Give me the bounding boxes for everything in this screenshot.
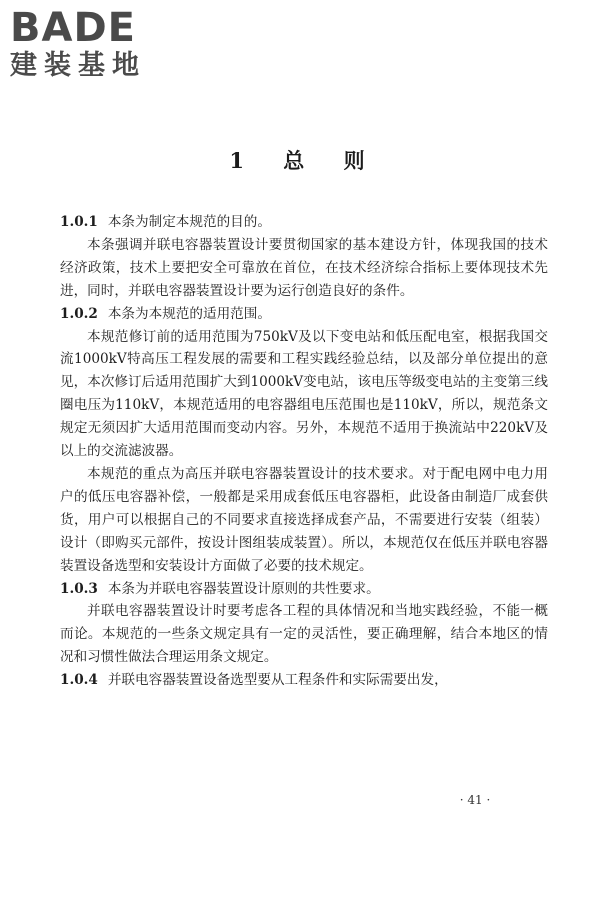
logo-tagline: 建装基地 <box>10 50 146 81</box>
clause-text: 并联电容器装置设备选型要从工程条件和实际需要出发， <box>107 672 448 689</box>
clause-number: 1.0.2 <box>60 305 98 322</box>
clause-text: 本条为本规范的适用范围。 <box>107 305 271 322</box>
clause-number: 1.0.1 <box>60 214 98 230</box>
paragraph: 本条强调并联电容器装置设计要贯彻国家的基本建设方针，体现我国的技术经济政策，技术上要把安全可靠放在首位，在技术经济综合指标上要体现技术先进，同时，并联电容器装置设计要为运行创造良好的条件。 <box>60 236 548 299</box>
document-body <box>60 211 548 692</box>
clause-1-0-1 <box>60 211 548 234</box>
clause-1-0-4 <box>60 669 548 692</box>
clause-text: 本条为并联电容器装置设计原则的共性要求。 <box>107 580 380 597</box>
paragraph: 并联电容器装置设计时要考虑各工程的具体情况和当地实践经验，不能一概而论。本规范的一些条文规定具有一定的灵活性，要正确理解，结合本地区的情况和习惯性做法合理运用条文规定。 <box>60 603 548 666</box>
clause-1-0-2 <box>60 303 548 326</box>
bade-logo <box>10 6 180 82</box>
paragraph: 本规范的重点为高压并联电容器装置设计的技术要求。对于配电网中电力用户的低压电容器补偿，一般都是采用成套低压电容器柜，此设备由制造厂成套供货，用户可以根据自己的不同要求直接选择成套产品，不需要进行安装（组装）设计（即购买元部件，按设计图组装成装置）。所以，本规范仅在低压并联电容器装置设备选型和安装设计方面做了必要的技术规定。 <box>60 465 548 574</box>
clause-number: 1.0.3 <box>60 580 98 597</box>
clause-1-0-3 <box>60 578 548 601</box>
paragraph: 本规范修订前的适用范围为750kV及以下变电站和低压配电室，根据我国交流1000kV特高压工程发展的需要和工程实践经验总结，以及部分单位提出的意见，本次修订后适用范围扩大到1000kV变电站，该电压等级变电站的主变第三线圈电压为110kV，本规范适用的电容器组电压范围也是110kV，所以，规范条文规定无须因扩大适用范围而变动内容。另外，本规范不适用于换流站中220kV及以上的交流滤波器。 <box>60 328 548 460</box>
clause-text: 本条为制定本规范的目的。 <box>107 214 271 230</box>
chapter-title: 1 总 则 <box>229 148 371 173</box>
page-number: · 41 · <box>459 793 491 807</box>
clause-number: 1.0.4 <box>60 672 98 689</box>
logo-wordmark: BADE <box>10 5 136 51</box>
